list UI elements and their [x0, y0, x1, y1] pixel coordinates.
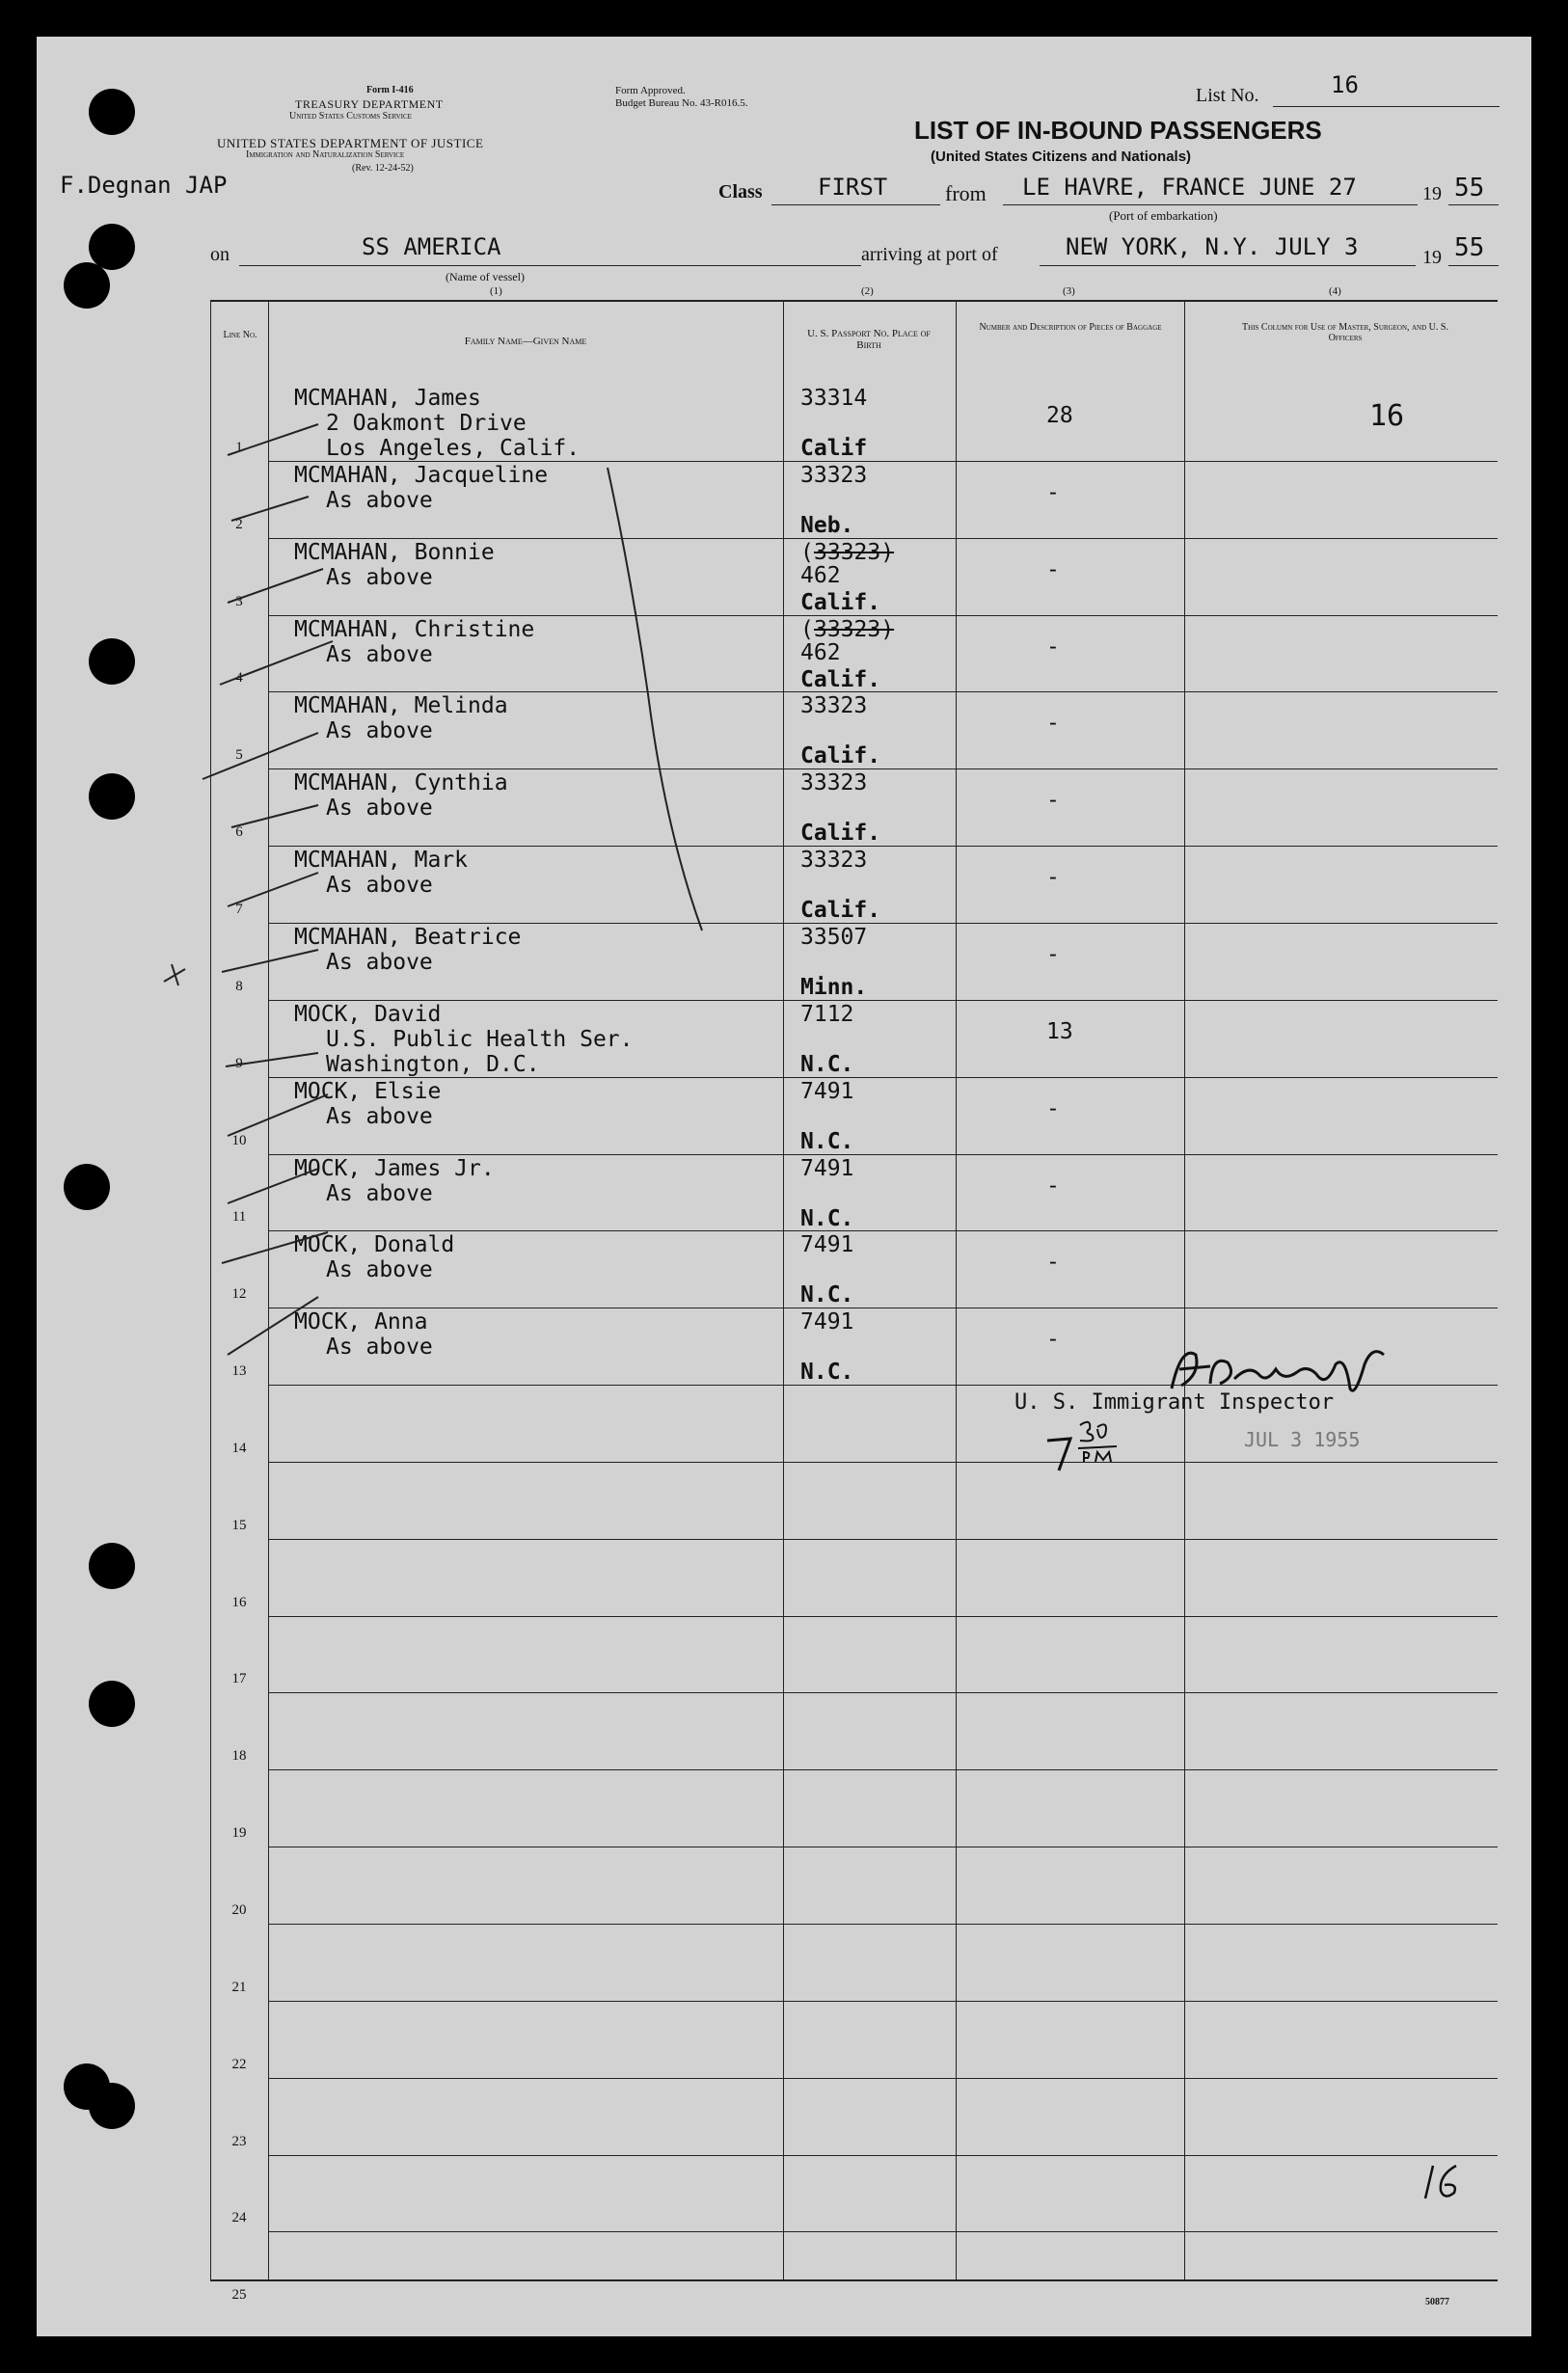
arriving-label: arriving at port of — [861, 244, 998, 265]
birth-place: N.C. — [800, 1282, 854, 1308]
passport-number: 33507 — [800, 925, 868, 950]
list-no-underline — [1273, 106, 1500, 107]
passport-number: 7491 — [800, 1232, 854, 1257]
row-divider — [268, 1924, 1498, 1925]
baggage-count: - — [1046, 480, 1060, 505]
birth-place: Calif. — [800, 590, 881, 615]
line-number: 14 — [231, 1441, 247, 1456]
list-no-value: 16 — [1331, 71, 1359, 98]
row-divider — [268, 923, 1498, 924]
vessel-caption: (Name of vessel) — [446, 270, 525, 283]
line-number: 23 — [231, 2134, 247, 2149]
passport-number: 33323 — [800, 463, 868, 488]
binder-hole — [89, 773, 135, 820]
baggage-count: 28 — [1046, 403, 1073, 428]
binder-hole — [89, 638, 135, 685]
passenger-address: As above — [326, 565, 433, 590]
row-divider — [268, 1230, 1498, 1231]
year-arrival-underline — [1448, 265, 1499, 266]
line-number: 4 — [235, 670, 243, 686]
birth-place: Calif. — [800, 667, 881, 692]
passenger-address: As above — [326, 1181, 433, 1206]
baggage-col-border — [1184, 300, 1185, 2279]
passport-col-border — [956, 300, 957, 2279]
col-number-2: (2) — [861, 285, 874, 297]
year-prefix-arrival: 19 — [1422, 247, 1442, 268]
arrival-underline — [1040, 265, 1416, 266]
name-col-border — [783, 300, 784, 2279]
line-number: 20 — [231, 1902, 247, 1918]
passenger-address: U.S. Public Health Ser. — [326, 1027, 634, 1052]
passenger-address: As above — [326, 488, 433, 513]
row-divider — [268, 615, 1498, 616]
passenger-name: MOCK, James Jr. — [294, 1156, 495, 1181]
birth-place: Calif — [800, 436, 868, 461]
vessel-value: SS AMERICA — [362, 233, 501, 260]
line-number: 15 — [231, 1518, 247, 1533]
baggage-count: - — [1046, 634, 1060, 660]
passport-number-struck: 33323) — [814, 540, 895, 565]
binder-hole — [89, 1543, 135, 1589]
row-divider — [268, 691, 1498, 692]
signature-svg — [1152, 1335, 1413, 1403]
passenger-name: MOCK, Donald — [294, 1232, 455, 1257]
passenger-address: As above — [326, 1335, 433, 1360]
form-approved: Form Approved. — [615, 85, 686, 96]
col-number-3: (3) — [1063, 285, 1075, 297]
baggage-count: - — [1046, 711, 1060, 736]
passenger-address: As above — [326, 795, 433, 821]
baggage-count: - — [1046, 1250, 1060, 1275]
passport-number: 7491 — [800, 1156, 854, 1181]
baggage-count: - — [1046, 1327, 1060, 1352]
birth-place: N.C. — [800, 1360, 854, 1385]
binder-hole — [89, 89, 135, 135]
passport-number-corrected: 462 — [800, 563, 841, 588]
row-divider — [268, 1154, 1498, 1155]
passport-number-struck: 33323) — [814, 617, 895, 642]
passenger-name: MOCK, Anna — [294, 1309, 428, 1335]
list-no-label: List No. — [1196, 85, 1259, 106]
line-number: 8 — [235, 979, 243, 994]
binder-hole — [89, 2083, 135, 2129]
baggage-count: - — [1046, 557, 1060, 582]
year-arrival-value: 55 — [1454, 233, 1485, 262]
passport-number: ( — [800, 540, 814, 565]
col-number-4: (4) — [1329, 285, 1341, 297]
passport-number-corrected: 462 — [800, 640, 841, 665]
birth-place: Calif. — [800, 743, 881, 769]
line-number: 10 — [231, 1133, 247, 1148]
line-number: 16 — [231, 1595, 247, 1610]
year-from-value: 55 — [1454, 174, 1485, 202]
from-label: from — [945, 181, 987, 205]
page-mark — [1418, 2160, 1466, 2202]
line-number: 2 — [235, 517, 243, 532]
line-number: 1 — [235, 440, 243, 455]
birth-place: Minn. — [800, 975, 868, 1000]
line-number: 6 — [235, 824, 243, 840]
line-number: 5 — [235, 747, 243, 763]
year-from-underline — [1448, 204, 1499, 205]
passenger-name: MCMAHAN, Bonnie — [294, 540, 495, 565]
passenger-name: MCMAHAN, Beatrice — [294, 925, 522, 950]
customs-service: United States Customs Service — [289, 111, 412, 121]
line-number: 7 — [235, 902, 243, 917]
embarkation-value: LE HAVRE, FRANCE JUNE 27 — [1022, 174, 1357, 201]
inspector-signature — [1152, 1335, 1413, 1403]
passport-number: 33314 — [800, 386, 868, 411]
official-note: 16 — [1369, 399, 1405, 433]
date-stamp: JUL 3 1955 — [1244, 1428, 1361, 1451]
row-divider — [268, 538, 1498, 539]
binder-hole — [89, 224, 135, 270]
passenger-address: As above — [326, 1257, 433, 1282]
line-number: 17 — [231, 1671, 247, 1686]
baggage-count: - — [1046, 942, 1060, 967]
form-code: 50877 — [1425, 2297, 1449, 2307]
row-divider — [268, 2155, 1498, 2156]
binder-hole — [64, 1164, 110, 1210]
form-number: Form I-416 — [366, 85, 414, 95]
form-revision: (Rev. 12-24-52) — [352, 163, 414, 174]
row-divider — [268, 1000, 1498, 1001]
page-title: LIST OF IN-BOUND PASSENGERS — [914, 116, 1322, 145]
birth-place: N.C. — [800, 1206, 854, 1231]
line-number: 3 — [235, 594, 243, 609]
col-header-baggage: Number and Description of Pieces of Baggage — [979, 322, 1162, 333]
passenger-address: As above — [326, 950, 433, 975]
line-col-border — [268, 300, 269, 2279]
birth-place: N.C. — [800, 1052, 854, 1077]
passenger-address: As above — [326, 718, 433, 743]
arrival-value: NEW YORK, N.Y. JULY 3 — [1066, 233, 1359, 260]
line-number: 13 — [231, 1363, 247, 1379]
class-value: FIRST — [818, 174, 888, 201]
binder-hole — [64, 262, 110, 309]
line-number: 18 — [231, 1748, 247, 1764]
line-number: 21 — [231, 1980, 247, 1995]
passenger-name: MCMAHAN, Mark — [294, 848, 469, 873]
row-divider — [268, 1539, 1498, 1540]
baggage-count: - — [1046, 1096, 1060, 1121]
line-number: 12 — [231, 1286, 247, 1302]
from-underline — [1003, 204, 1418, 205]
page-mark-handwriting — [1418, 2160, 1466, 2202]
passenger-name: MOCK, David — [294, 1002, 442, 1027]
row-divider — [268, 461, 1498, 462]
col-header-name: Family Name—Given Name — [464, 336, 587, 347]
passenger-address: As above — [326, 873, 433, 898]
year-prefix-from: 19 — [1422, 183, 1442, 204]
passport-number: 33323 — [800, 848, 868, 873]
arrival-time-handwriting — [1041, 1417, 1196, 1475]
baggage-count: 13 — [1046, 1019, 1073, 1044]
birth-place: Calif. — [800, 898, 881, 923]
row-divider — [268, 1616, 1498, 1617]
row-divider — [268, 2001, 1498, 2002]
row-divider — [268, 1692, 1498, 1693]
table-bottom-rule — [210, 2279, 1498, 2281]
passenger-address: 2 Oakmont Drive — [326, 411, 527, 436]
port-caption: (Port of embarkation) — [1109, 208, 1218, 223]
justice-dept: UNITED STATES DEPARTMENT OF JUSTICE — [217, 136, 484, 150]
line-number: 24 — [231, 2210, 247, 2225]
treasury-dept: TREASURY DEPARTMENT — [295, 97, 444, 111]
col-header-passport: U. S. Passport No. Place of Birth — [807, 328, 931, 351]
baggage-count: - — [1046, 865, 1060, 890]
row-divider — [268, 2231, 1498, 2232]
binder-hole — [89, 1681, 135, 1727]
passenger-address: As above — [326, 1104, 433, 1129]
birth-place: Calif. — [800, 821, 881, 846]
on-label: on — [210, 244, 230, 265]
passport-number: 33323 — [800, 693, 868, 718]
inspector-label: U. S. Immigrant Inspector — [1014, 1390, 1335, 1415]
vessel-underline — [239, 265, 861, 266]
line-number: 25 — [231, 2287, 247, 2303]
col-number-1: (1) — [490, 285, 502, 297]
ins-service: Immigration and Naturalization Service — [246, 149, 405, 160]
passport-number: 33323 — [800, 770, 868, 795]
passenger-name: MOCK, Elsie — [294, 1079, 442, 1104]
line-number: 22 — [231, 2057, 247, 2072]
passenger-address: As above — [326, 642, 433, 667]
col-header-line: Line No. — [223, 330, 257, 340]
passenger-address-2: Los Angeles, Calif. — [326, 436, 581, 461]
baggage-count: - — [1046, 1173, 1060, 1199]
line-number: 11 — [231, 1209, 247, 1225]
budget-bureau: Budget Bureau No. 43-R016.5. — [615, 97, 748, 109]
row-divider — [268, 2078, 1498, 2079]
passenger-name: MCMAHAN, Melinda — [294, 693, 508, 718]
birth-place: Neb. — [800, 513, 854, 538]
passport-number: 7112 — [800, 1002, 854, 1027]
class-underline — [771, 204, 940, 205]
passenger-address-2: Washington, D.C. — [326, 1052, 540, 1077]
passenger-name: MCMAHAN, Jacqueline — [294, 463, 549, 488]
row-divider — [268, 846, 1498, 847]
passport-number: ( — [800, 617, 814, 642]
passenger-name: MCMAHAN, Cynthia — [294, 770, 508, 795]
baggage-count: - — [1046, 788, 1060, 813]
class-label: Class — [718, 181, 763, 202]
row-divider — [268, 1769, 1498, 1770]
handler-initials: F.Degnan JAP — [60, 172, 228, 199]
table-top-rule — [210, 300, 1498, 302]
passport-number: 7491 — [800, 1079, 854, 1104]
line-number: 19 — [231, 1825, 247, 1841]
arrival-time — [1041, 1417, 1196, 1475]
page-subtitle: (United States Citizens and Nationals) — [931, 148, 1192, 165]
passenger-name: MCMAHAN, James — [294, 386, 481, 411]
passenger-name: MCMAHAN, Christine — [294, 617, 535, 642]
birth-place: N.C. — [800, 1129, 854, 1154]
line-number: 9 — [235, 1056, 243, 1071]
row-divider — [268, 1077, 1498, 1078]
row-divider — [268, 1462, 1498, 1463]
col-header-official: This Column for Use of Master, Surgeon, and U. S. Officers — [1242, 322, 1448, 343]
passport-number: 7491 — [800, 1309, 854, 1335]
